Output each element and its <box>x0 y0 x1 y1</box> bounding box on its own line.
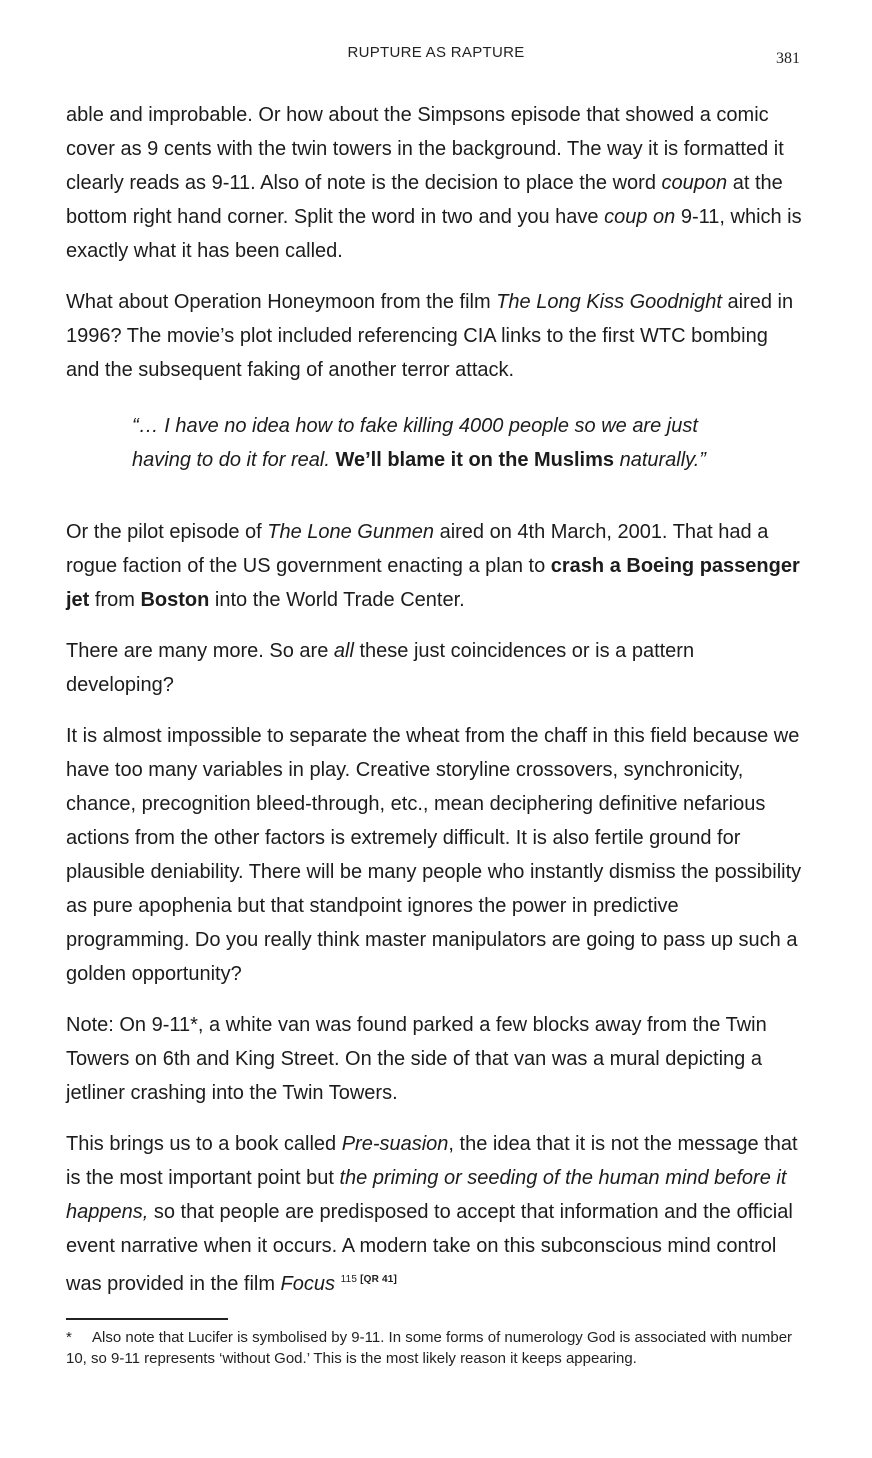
reference-marker: 115 [QR 41] <box>340 1274 398 1285</box>
paragraph-long-kiss: What about Operation Honeymoon from the film The Long Kiss Goodnight aired in 1996? The movie’s plot included referencing CIA links to the first WTC bombing and the subsequent faking of another terror attack. <box>66 291 794 381</box>
footnote-text: Also note that Lucifer is symbolised by 9-11. In some forms of numerology God is associated with number 10, so 9-11 represents ‘without God.’ This is the most likely reason it keeps appearing. <box>66 1329 793 1367</box>
paragraph-white-van: Note: On 9-11*, a white van was found parked a few blocks away from the Twin Towers on 6th and King Street. On the side of that van was a mural depicting a jetliner crashing into the Twin Towers. <box>66 1014 767 1104</box>
paragraph-coincidences: There are many more. So are all these just coincidences or is a pattern developing? <box>66 640 695 696</box>
footnote-marker: * <box>66 1329 72 1346</box>
running-title: RUPTURE AS RAPTURE <box>347 44 525 61</box>
footnote <box>66 1327 806 1369</box>
body-text <box>66 98 806 1318</box>
paragraph-lone-gunmen: Or the pilot episode of The Lone Gunmen aired on 4th March, 2001. That had a rogue faction of the US government enacting a plan to crash a Boeing passenger jet from Boston into the World Trade Center. <box>66 521 800 611</box>
page-number: 381 <box>776 50 800 67</box>
paragraph-wheat-chaff: It is almost impossible to separate the wheat from the chaff in this field because we have too many variables in play. Creative storyline crossovers, synchronicity, chance, precognition bleed-through, etc., mean deciphering definitive nefarious actions from the other factors is extremely difficult. It is also fertile ground for plausible deniability. There will be many people who instantly dismiss the possibility as pure apophenia but that standpoint ignores the power in predictive programming. Do you really think master manipulators are going to pass up such a golden opportunity? <box>66 725 802 985</box>
paragraph-pre-suasion: This brings us to a book called Pre-suasion, the idea that it is not the message that is the most important point but the priming or seeding of the human mind before it happens, so that people are predisposed to accept that information and the official event narrative when it occurs. A modern take on this subconscious mind control was provided in the film Focus $^{115 [QR 41]}$ <box>66 1133 798 1295</box>
paragraph-simpsons: able and improbable. Or how about the Simpsons episode that showed a comic cover as 9 cents with the twin towers in the background. The way it is formatted it clearly reads as 9-11. Also of note is the decision to place the word coupon at the bottom right hand corner. Split the word in two and you have coup on 9-11, which is exactly what it has been called. <box>66 104 802 262</box>
block-quote: “… I have no idea how to fake killing 4000 people so we are just having to do it for real. We’ll blame it on the Muslims naturally.” <box>132 415 706 471</box>
footnote-rule <box>66 1318 228 1320</box>
